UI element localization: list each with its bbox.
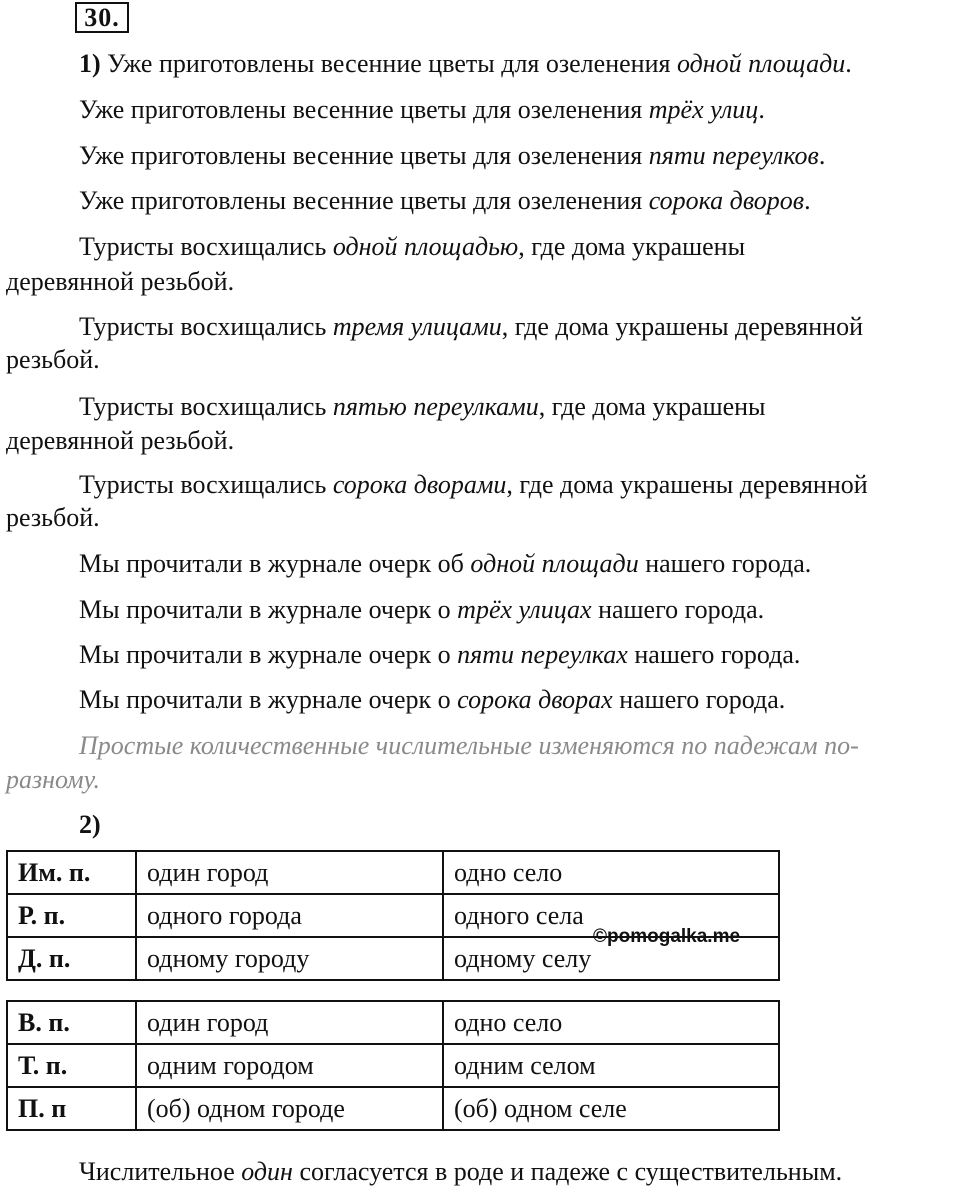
sentence-rest: , где дома украшены деревянной <box>501 312 863 341</box>
part-2-label-text: 2) <box>79 810 101 839</box>
rule-note-line-2: разному. <box>6 765 101 794</box>
sentence-12 <box>79 683 958 717</box>
rule-note-line-1: Простые количественные числительные изменяются по падежам по- <box>79 731 859 760</box>
sentence-rest: нашего города. <box>627 640 801 669</box>
sentence-text: Мы прочитали в журнале очерк о <box>79 640 458 669</box>
sentence-text: Туристы восхищались <box>79 312 333 341</box>
declension-table-bottom <box>6 1000 780 1131</box>
neuter-form: одно село <box>443 1001 779 1044</box>
sentence-highlight: одной площади <box>676 49 846 78</box>
sentence-highlight: одной площади <box>470 549 639 578</box>
table-row <box>7 1001 779 1044</box>
sentence-text: Уже приготовлены весенние цветы для озеленения <box>79 95 649 124</box>
neuter-form: одному селу <box>443 937 779 980</box>
sentence-text: Туристы восхищались <box>79 232 333 261</box>
sentence-highlight: тремя улицами <box>332 312 502 341</box>
sentence-punct: . <box>845 49 852 78</box>
neuter-form: одного села <box>443 894 779 937</box>
sentence-punct: . <box>818 141 826 170</box>
sentence-3 <box>79 139 958 173</box>
masculine-form: один город <box>136 1001 443 1044</box>
case-name: Т. п. <box>7 1044 136 1087</box>
exercise-number: 30. <box>75 2 129 33</box>
table-row <box>7 1087 779 1130</box>
watermark: ©pomogalka.me <box>593 926 741 947</box>
conclusion-text: Числительное <box>79 1157 242 1186</box>
part-1-label: 1) <box>79 49 101 78</box>
masculine-form: (об) одном городе <box>136 1087 443 1130</box>
table-row <box>7 1044 779 1087</box>
sentence-punct: . <box>758 95 765 124</box>
sentence-highlight: одной площадью <box>332 232 519 261</box>
sentence-text: Мы прочитали в журнале очерк о <box>79 595 458 624</box>
masculine-form: одному городу <box>136 937 443 980</box>
sentence-10 <box>79 593 958 627</box>
sentence-11 <box>79 638 958 672</box>
sentence-highlight: трёх улиц <box>648 95 759 124</box>
sentence-7-cont: деревянной резьбой. <box>6 426 235 455</box>
sentence-text: Уже приготовлены весенние цветы для озеленения <box>79 186 649 215</box>
sentence-4 <box>79 184 958 218</box>
sentence-rest: , где дома украшены <box>538 392 766 421</box>
neuter-form: (об) одном селе <box>443 1087 779 1130</box>
sentence-1 <box>79 47 958 81</box>
conclusion <box>79 1155 958 1189</box>
sentence-6 <box>79 310 958 344</box>
sentence-5-cont: деревянной резьбой. <box>6 267 235 296</box>
sentence-highlight: пяти переулков <box>648 141 819 170</box>
sentence-rest: , где дома украшены <box>518 232 746 261</box>
declension-table-top <box>6 850 780 981</box>
conclusion-rest: согласуется в роде и падеже с существительным. <box>292 1157 843 1186</box>
sentence-text: Мы прочитали в журнале очерк об <box>79 549 471 578</box>
case-name: Р. п. <box>7 894 136 937</box>
sentence-text: Туристы восхищались <box>79 392 333 421</box>
sentence-highlight: пятью переулками <box>332 392 539 421</box>
sentence-highlight: сорока дворами <box>332 470 507 499</box>
sentence-text: Уже приготовлены весенние цветы для озеленения <box>79 141 649 170</box>
conclusion-highlight: один <box>241 1157 293 1186</box>
masculine-form: один город <box>136 851 443 894</box>
table-row <box>7 851 779 894</box>
part-2-label <box>79 808 958 842</box>
sentence-rest: нашего города. <box>638 549 812 578</box>
sentence-5 <box>79 230 958 264</box>
sentence-2 <box>79 93 958 127</box>
sentence-rest: , где дома украшены деревянной <box>506 470 868 499</box>
sentence-text: Уже приготовлены весенние цветы для озеленения <box>107 49 677 78</box>
case-name: Им. п. <box>7 851 136 894</box>
sentence-highlight: пяти переулках <box>457 640 628 669</box>
sentence-9 <box>79 547 958 581</box>
case-name: П. п <box>7 1087 136 1130</box>
sentence-highlight: сорока дворов <box>648 186 805 215</box>
sentence-punct: . <box>804 186 811 215</box>
masculine-form: одного города <box>136 894 443 937</box>
sentence-highlight: сорока дворах <box>457 685 613 714</box>
sentence-7 <box>79 390 958 424</box>
sentence-8-cont: резьбой. <box>6 503 100 532</box>
case-name: В. п. <box>7 1001 136 1044</box>
sentence-rest: нашего города. <box>591 595 765 624</box>
sentence-6-cont: резьбой. <box>6 345 100 374</box>
masculine-form: одним городом <box>136 1044 443 1087</box>
sentence-8 <box>79 468 958 502</box>
neuter-form: одним селом <box>443 1044 779 1087</box>
sentence-rest: нашего города. <box>612 685 786 714</box>
sentence-highlight: трёх улицах <box>457 595 592 624</box>
case-name: Д. п. <box>7 937 136 980</box>
neuter-form: одно село <box>443 851 779 894</box>
sentence-text: Мы прочитали в журнале очерк о <box>79 685 458 714</box>
sentence-text: Туристы восхищались <box>79 470 333 499</box>
